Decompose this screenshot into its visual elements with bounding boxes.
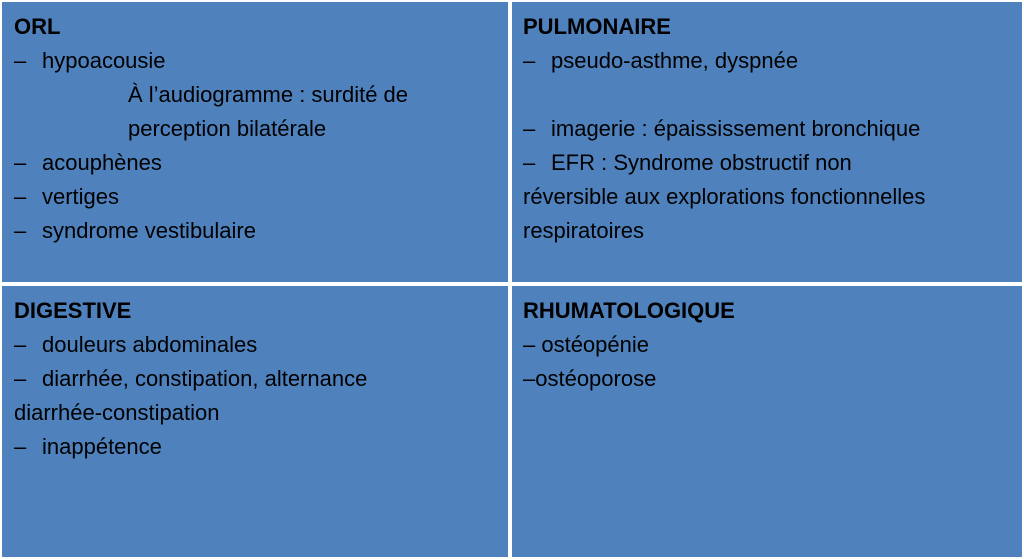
cell-rhumatologique xyxy=(512,286,1022,557)
bullet-dash: – xyxy=(523,150,536,175)
list-item: –ostéoporose xyxy=(523,366,657,391)
spacer xyxy=(523,78,1022,112)
cell-pulmonaire-title: PULMONAIRE xyxy=(523,14,671,39)
list-item xyxy=(14,180,508,214)
cell-orl-title: ORL xyxy=(14,14,61,39)
list-item-text: vertiges xyxy=(42,184,120,209)
list-item-text: imagerie : épaississement bronchique xyxy=(551,116,921,141)
bullet-dash: – xyxy=(14,366,27,391)
sub-item-line: perception bilatérale xyxy=(128,116,327,141)
bullet-dash: – xyxy=(14,48,27,73)
list-item xyxy=(14,214,508,248)
list-item-continuation: réversible aux explorations fonctionnelles xyxy=(523,184,926,209)
cell-orl xyxy=(2,2,508,282)
cell-digestive xyxy=(2,286,508,557)
cell-pulmonaire xyxy=(512,2,1022,282)
cell-digestive-title: DIGESTIVE xyxy=(14,298,132,323)
list-item-text: diarrhée, constipation, alternance xyxy=(42,366,368,391)
bullet-dash: – xyxy=(14,332,27,357)
cell-rhumatologique-title: RHUMATOLOGIQUE xyxy=(523,298,735,323)
list-item xyxy=(523,44,1022,78)
list-item-continuation: respiratoires xyxy=(523,218,645,243)
bullet-dash: – xyxy=(523,116,536,141)
bullet-dash: – xyxy=(14,218,27,243)
list-item: – ostéopénie xyxy=(523,332,649,357)
sub-item-line: À l’audiogramme : surdité de xyxy=(128,82,409,107)
list-item-text: EFR : Syndrome obstructif non xyxy=(551,150,852,175)
list-item xyxy=(523,146,1022,180)
list-item xyxy=(14,146,508,180)
list-item-text: inappétence xyxy=(42,434,162,459)
list-item-text: hypoacousie xyxy=(42,48,166,73)
list-item-text: douleurs abdominales xyxy=(42,332,258,357)
bullet-dash: – xyxy=(14,434,27,459)
list-item xyxy=(14,362,508,396)
list-item-text: acouphènes xyxy=(42,150,162,175)
list-item xyxy=(14,328,508,362)
list-item-continuation: diarrhée-constipation xyxy=(14,400,220,425)
list-item xyxy=(14,430,508,464)
list-item xyxy=(14,44,508,78)
bullet-dash: – xyxy=(523,48,536,73)
list-item-text: syndrome vestibulaire xyxy=(42,218,256,243)
list-item xyxy=(523,112,1022,146)
bullet-dash: – xyxy=(14,184,27,209)
bullet-dash: – xyxy=(14,150,27,175)
list-item-text: pseudo-asthme, dyspnée xyxy=(551,48,799,73)
